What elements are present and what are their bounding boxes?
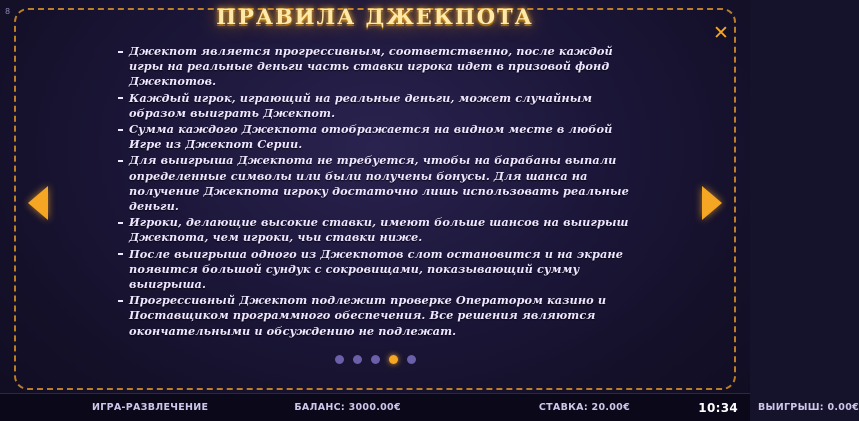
clock-label: 10:34 — [698, 400, 738, 415]
balance-field — [294, 402, 401, 413]
list-item: Игроки, делающие высокие ставки, имеют больше шансов на выигрыш Джекпота, чем игроки, чьи ставки ниже. — [118, 215, 638, 245]
list-item: После выигрыша одного из Джекпотов слот остановится и на экране появится большой сундук с сокровищами, показывающий сумму выигрыша. — [118, 247, 638, 293]
previous-page-arrow-icon[interactable] — [28, 186, 48, 220]
balance-label: БАЛАНС: — [294, 402, 345, 413]
pagination-dot[interactable] — [353, 355, 362, 364]
status-bar — [0, 393, 859, 421]
bet-label: СТАВКА: — [538, 402, 588, 413]
corner-index-label: 8 — [5, 7, 11, 16]
bet-field — [539, 402, 630, 413]
win-value: 0.00€ — [827, 402, 859, 413]
list-item: Сумма каждого Джекпота отображается на видном месте в любой Игре из Джекпот Серии. — [118, 122, 638, 152]
rules-list — [118, 44, 638, 340]
list-item: Для выигрыша Джекпота не требуется, чтобы на барабаны выпали определенные символы или были получены бонусы. Для шанса на получение Джекпота игроку достаточно лишь использовать реальные деньги. — [118, 153, 638, 214]
pagination-dot[interactable] — [407, 355, 416, 364]
balance-value: 3000.00€ — [348, 402, 401, 413]
page-title: ПРАВИЛА ДЖЕКПОТА — [216, 4, 534, 29]
pagination-dot-active[interactable] — [389, 355, 398, 364]
bet-value: 20.00€ — [591, 402, 631, 413]
win-label: ВЫИГРЫШ: — [758, 402, 824, 413]
close-icon[interactable]: ✕ — [713, 21, 729, 44]
list-item: Каждый игрок, играющий на реальные деньги, может случайным образом выиграть Джекпот. — [118, 91, 638, 121]
pagination-dot[interactable] — [371, 355, 380, 364]
pagination-dots — [0, 355, 750, 364]
list-item: Прогрессивный Джекпот подлежит проверке Оператором казино и Поставщиком программного обеспечения. Все решения являются окончательными и обсуждению не подлежат. — [118, 293, 638, 339]
win-field — [758, 402, 859, 413]
pagination-dot[interactable] — [335, 355, 344, 364]
list-item: Джекпот является прогрессивным, соответственно, после каждой игры на реальные деньги часть ставки игрока идет в призовой фонд Джекпотов. — [118, 44, 638, 90]
game-mode-label: ИГРА-РАЗВЛЕЧЕНИЕ — [92, 402, 209, 413]
next-page-arrow-icon[interactable] — [702, 186, 722, 220]
